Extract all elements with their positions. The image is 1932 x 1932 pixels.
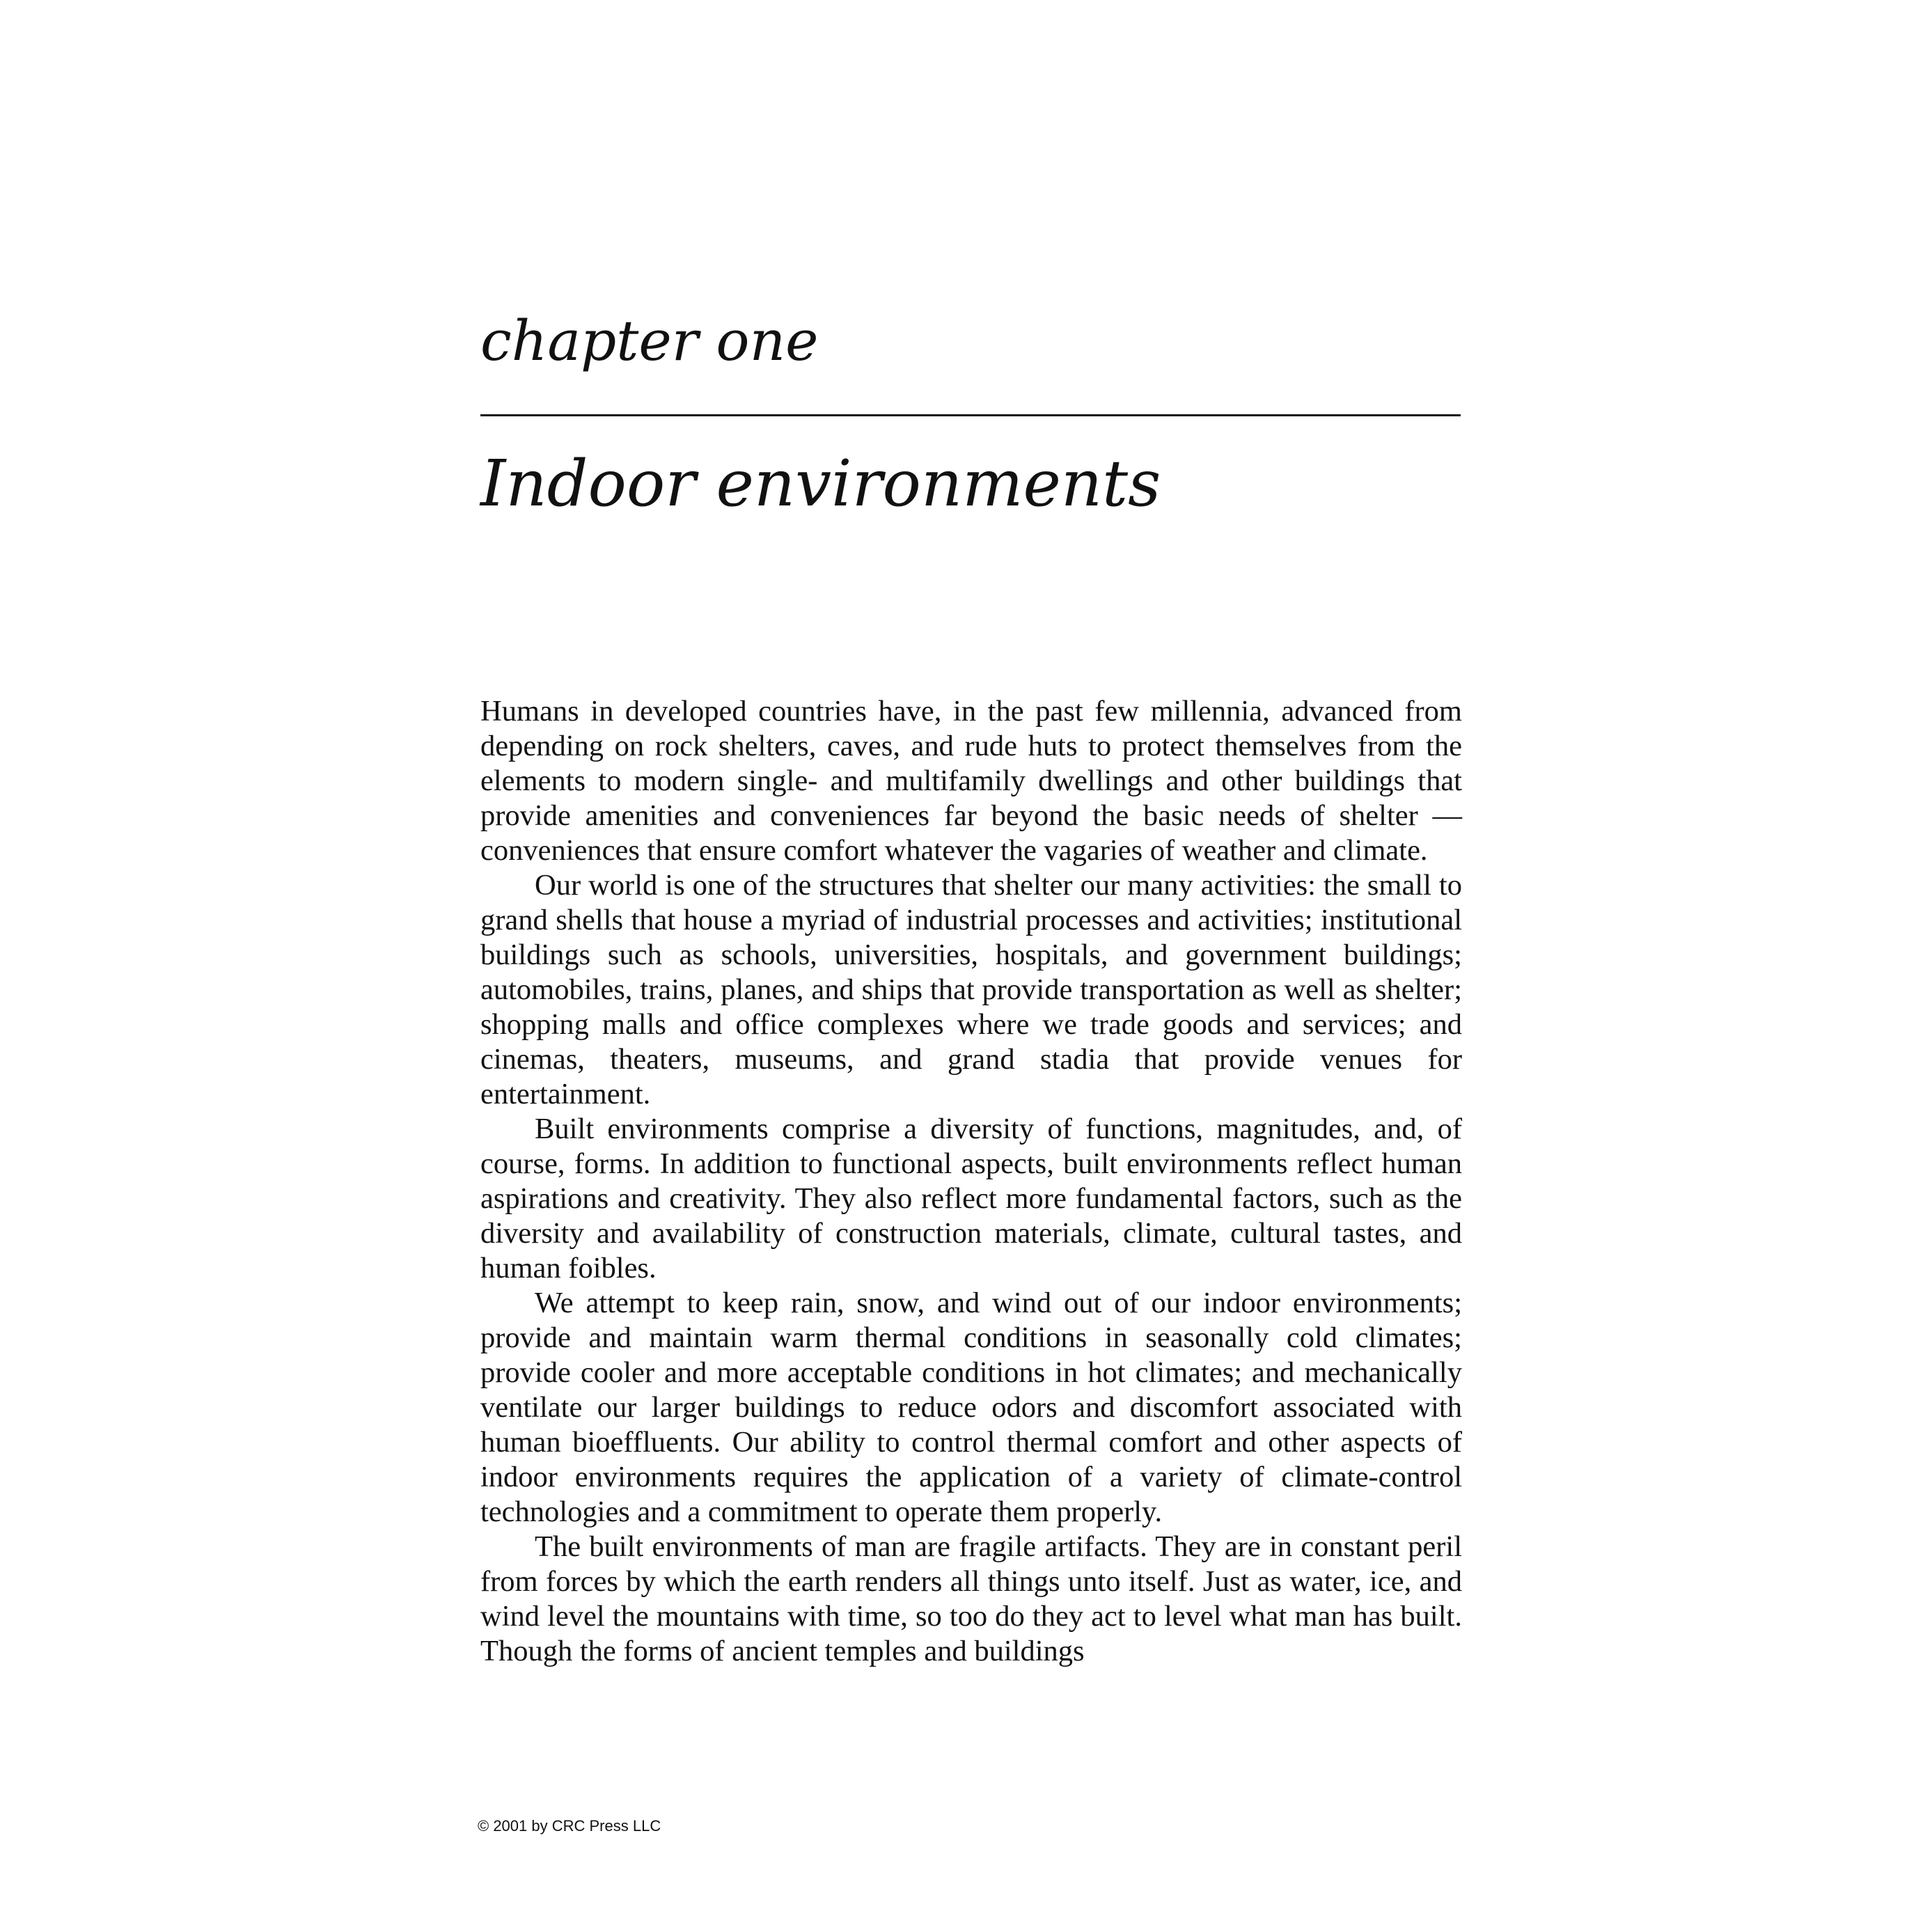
body-paragraph-1: Humans in developed countries have, in the past few millennia, advanced from depending on rock shelters, caves, and rude huts to protect themselves from the elements to modern single- and multifamily dwellings and other buildings that provide amenities and conveniences far beyond the basic needs of shelter — conveniences that ensure comfort whatever the vagaries of weather and climate. xyxy=(480,695,1462,867)
chapter-title: Indoor environments xyxy=(480,446,1161,521)
body-paragraph-3: Built environments comprise a diversity of functions, magnitudes, and, of course, forms. In addition to functional aspects, built environments reflect human aspirations and creativity. They also reflect more fundamental factors, such as the diversity and availability of construction materials, climate, cultural tastes, and human foibles. xyxy=(480,1113,1462,1285)
body-paragraph-2: Our world is one of the structures that shelter our many activities: the small to grand shells that house a myriad of industrial processes and activities; institutional buildings such as schools, universities, hospitals, and government buildings; automobiles, trains, planes, and ships that provide transportation as well as shelter; shopping malls and office complexes where we trade goods and services; and cinemas, theaters, museums, and grand stadia that provide venues for entertainment. xyxy=(480,869,1462,1110)
chapter-number-label: chapter one xyxy=(480,308,819,373)
body-text xyxy=(480,694,1462,1669)
copyright-footer: © 2001 by CRC Press LLC xyxy=(478,1817,661,1835)
body-paragraph-5: The built environments of man are fragile artifacts. They are in constant peril from forces by which the earth renders all things unto itself. Just as water, ice, and wind level the mountains with time, so too do they act to level what man has built. Though the forms of ancient temples and buildings xyxy=(480,1530,1462,1667)
chapter-heading-divider xyxy=(480,414,1461,416)
body-paragraph-4: We attempt to keep rain, snow, and wind out of our indoor environments; provide and maintain warm thermal conditions in seasonally cold climates; provide cooler and more acceptable conditions in hot climates; and mechanically ventilate our larger buildings to reduce odors and discomfort associated with human bioeffluents. Our ability to control thermal comfort and other aspects of indoor environments requires the application of a variety of climate-control technologies and a commitment to operate them properly. xyxy=(480,1287,1462,1528)
